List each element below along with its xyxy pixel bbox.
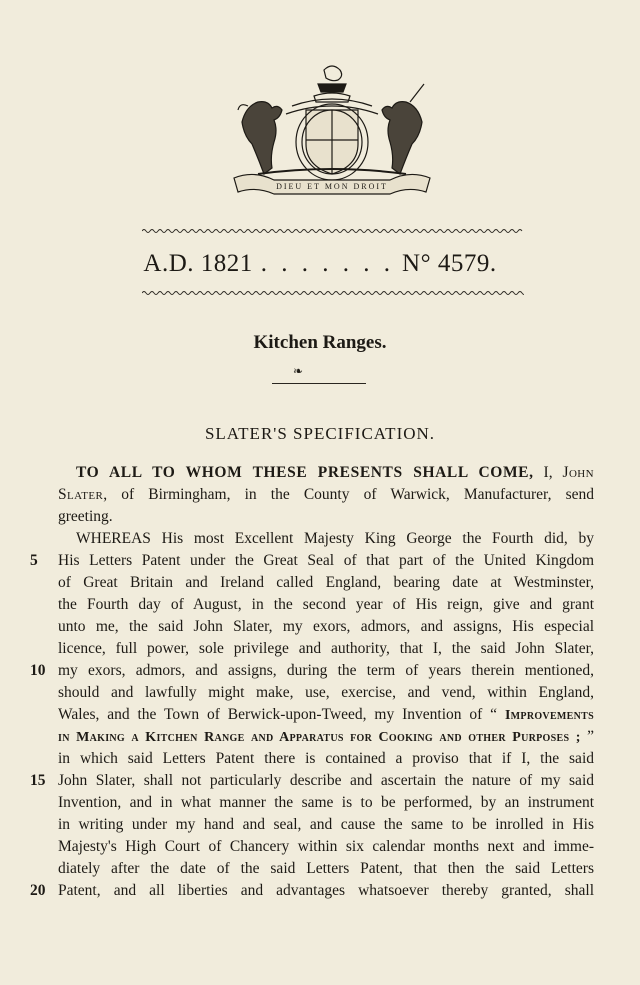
patent-number: N° 4579. <box>402 250 497 277</box>
body-text: , of Birmingham, in the County of Warwick, Manufacturer, send <box>103 486 594 503</box>
body-text: John Slater, shall not particularly describe and ascertain the nature of my said <box>58 772 594 789</box>
short-divider <box>272 383 366 384</box>
body-line <box>58 484 594 506</box>
body-text: the Fourth day of August, in the second year of His reign, give and grant <box>58 596 594 613</box>
body-line <box>58 748 594 770</box>
body-line <box>58 550 594 572</box>
body-text: diately after the date of the said Letters Patent, that then the said Letters <box>58 860 594 877</box>
body-text: TO ALL TO WHOM THESE PRESENTS SHALL COME, <box>76 464 534 481</box>
bottom-ornamental-rule <box>142 290 524 296</box>
body-line <box>58 616 594 638</box>
body-line <box>58 792 594 814</box>
body-line <box>58 770 594 792</box>
body-text: greeting. <box>58 508 113 525</box>
body-line <box>58 660 594 682</box>
body-text: in which said Letters Patent there is contained a proviso that if I, the said <box>58 750 594 767</box>
heading-dots: . . . . . . . <box>260 250 395 277</box>
body-text: Slater <box>58 486 104 503</box>
body-line <box>58 506 594 528</box>
body-text: John <box>562 464 594 481</box>
top-ornamental-rule <box>142 228 524 234</box>
body-text: Patent, and all liberties and advantages whatsoever thereby granted, shall <box>58 882 594 899</box>
body-text: Invention, and in what manner the same is to be performed, by an instrument <box>58 794 594 811</box>
patent-heading <box>0 250 640 278</box>
body-line <box>58 638 594 660</box>
line-number: 20 <box>30 882 46 899</box>
body-text: in Making a Kitchen Range and Apparatus for Cooking and other Purposes ; <box>58 730 581 745</box>
body-text: licence, full power, sole privilege and authority, that I, the said John Slater, <box>58 640 594 657</box>
body-line <box>58 880 594 902</box>
body-line <box>58 858 594 880</box>
specification-body <box>58 462 594 902</box>
body-text: Majesty's High Court of Chancery within six calendar months next and imme- <box>58 838 594 855</box>
body-line <box>58 462 594 484</box>
body-line <box>58 836 594 858</box>
body-text: Wales, and the Town of Berwick-upon-Tweed, my Invention of “ <box>58 706 505 723</box>
body-line <box>58 682 594 704</box>
printer-mark: ❧ <box>293 364 304 378</box>
body-text: should and lawfully might make, use, exercise, and vend, within England, <box>58 684 594 701</box>
body-text: WHEREAS His most Excellent Majesty King George the Fourth did, by <box>76 530 594 547</box>
body-line <box>58 528 594 550</box>
crest-motto: DIEU ET MON DROIT <box>276 182 388 191</box>
body-text: ” <box>580 728 594 745</box>
subject-title: Kitchen Ranges. <box>253 332 387 353</box>
body-line <box>58 572 594 594</box>
body-text: His Letters Patent under the Great Seal of that part of the United Kingdom <box>58 552 594 569</box>
specification-title: SLATER'S SPECIFICATION. <box>204 424 436 443</box>
body-line <box>58 814 594 836</box>
body-line <box>58 704 594 726</box>
royal-coat-of-arms <box>228 62 436 200</box>
line-number: 15 <box>30 772 46 789</box>
body-text: my exors, admors, and assigns, during the term of years therein mentioned, <box>58 662 594 679</box>
line-number: 5 <box>30 552 38 569</box>
line-number: 10 <box>30 662 46 679</box>
body-text: in writing under my hand and seal, and cause the same to be inrolled in His <box>58 816 594 833</box>
body-line <box>58 594 594 616</box>
patent-year: A.D. 1821 <box>143 250 253 277</box>
body-text: of Great Britain and Ireland called England, bearing date at Westminster, <box>58 574 594 591</box>
body-text: I, <box>533 464 563 481</box>
body-text: Improvements <box>504 708 594 723</box>
body-text: unto me, the said John Slater, my exors, admors, and assigns, His especial <box>58 618 594 635</box>
body-line <box>58 726 594 748</box>
